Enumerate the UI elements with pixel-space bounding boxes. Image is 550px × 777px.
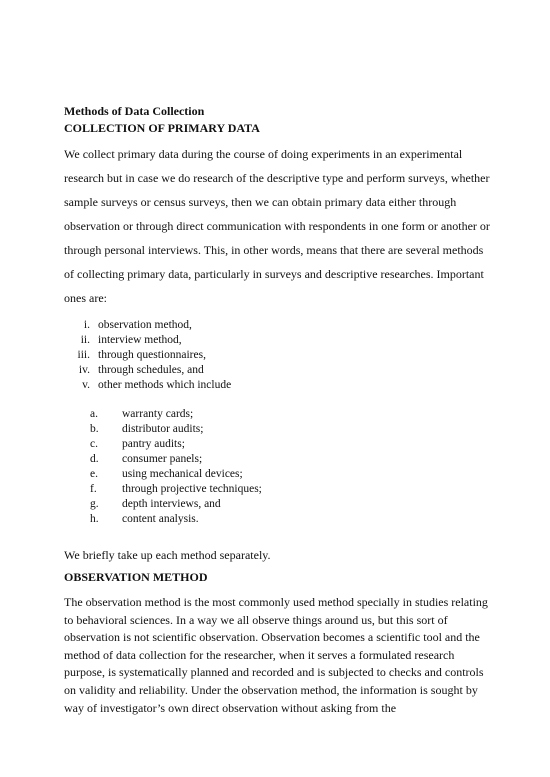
section-heading-observation: OBSERVATION METHOD — [64, 570, 208, 584]
list-item — [82, 407, 494, 422]
list-item — [82, 452, 494, 467]
list-item-text: interview method, — [98, 334, 182, 346]
list-item-letter: b. — [90, 423, 99, 435]
list-item-letter: g. — [90, 498, 99, 510]
section-heading-primary-data: COLLECTION OF PRIMARY DATA — [64, 121, 260, 135]
list-item-number: iii. — [77, 349, 90, 361]
list-item-text: depth interviews, and — [122, 498, 221, 510]
list-item — [64, 333, 494, 348]
list-item-letter: e. — [90, 468, 98, 480]
list-item-text: content analysis. — [122, 513, 199, 525]
methods-list — [64, 318, 494, 393]
list-item — [64, 318, 494, 333]
list-item-text: pantry audits; — [122, 438, 185, 450]
list-item-letter: f. — [90, 483, 97, 495]
list-item-text: consumer panels; — [122, 453, 203, 465]
list-item-text: through projective techniques; — [122, 483, 262, 495]
other-methods-list — [64, 407, 494, 527]
list-item-number: iv. — [78, 364, 90, 376]
list-item — [82, 482, 494, 497]
list-item-text: other methods which include — [98, 379, 232, 391]
list-item — [64, 363, 494, 378]
list-item — [82, 512, 494, 527]
list-item-text: through questionnaires, — [98, 349, 206, 361]
list-item — [64, 348, 494, 363]
list-item-number: ii. — [80, 334, 90, 346]
list-item — [82, 497, 494, 512]
list-item-letter: c. — [90, 438, 98, 450]
document-content — [64, 103, 494, 717]
list-item-number: v. — [82, 379, 90, 391]
list-item — [82, 467, 494, 482]
list-item-letter: h. — [90, 513, 99, 525]
list-item — [64, 378, 494, 393]
list-item-text: observation method, — [98, 319, 192, 331]
observation-paragraph: The observation method is the most commonly used method specially in studies relating to behavioral sciences. In a way we all observe things around us, but this sort of observation is not scientific observation. Observation becomes a scientific tool and the method of data collection for the researcher, when it serves a formulated research purpose, is systematically planned and recorded and is subjected to checks and controls on validity and reliability. Under the observation method, the information is sought by way of investigator’s own direct observation without asking from the — [64, 595, 488, 715]
summary-line: We briefly take up each method separately. — [64, 548, 271, 562]
list-item — [82, 437, 494, 452]
list-item-letter: d. — [90, 453, 99, 465]
intro-paragraph: We collect primary data during the course of doing experiments in an experimental research but in case we do research of the descriptive type and perform surveys, whether sample surveys or census surveys, then we can obtain primary data either through observation or through direct communication with respondents in one form or another or through personal interviews. This, in other words, means that there are several methods of collecting primary data, particularly in surveys and descriptive researches. Important ones are: — [64, 147, 490, 305]
list-item — [82, 422, 494, 437]
list-item-text: using mechanical devices; — [122, 468, 243, 480]
list-item-text: warranty cards; — [122, 408, 194, 420]
list-item-text: through schedules, and — [98, 364, 204, 376]
list-item-text: distributor audits; — [122, 423, 204, 435]
list-item-letter: a. — [90, 408, 98, 420]
document-title: Methods of Data Collection — [64, 104, 205, 118]
list-item-number: i. — [83, 319, 90, 331]
